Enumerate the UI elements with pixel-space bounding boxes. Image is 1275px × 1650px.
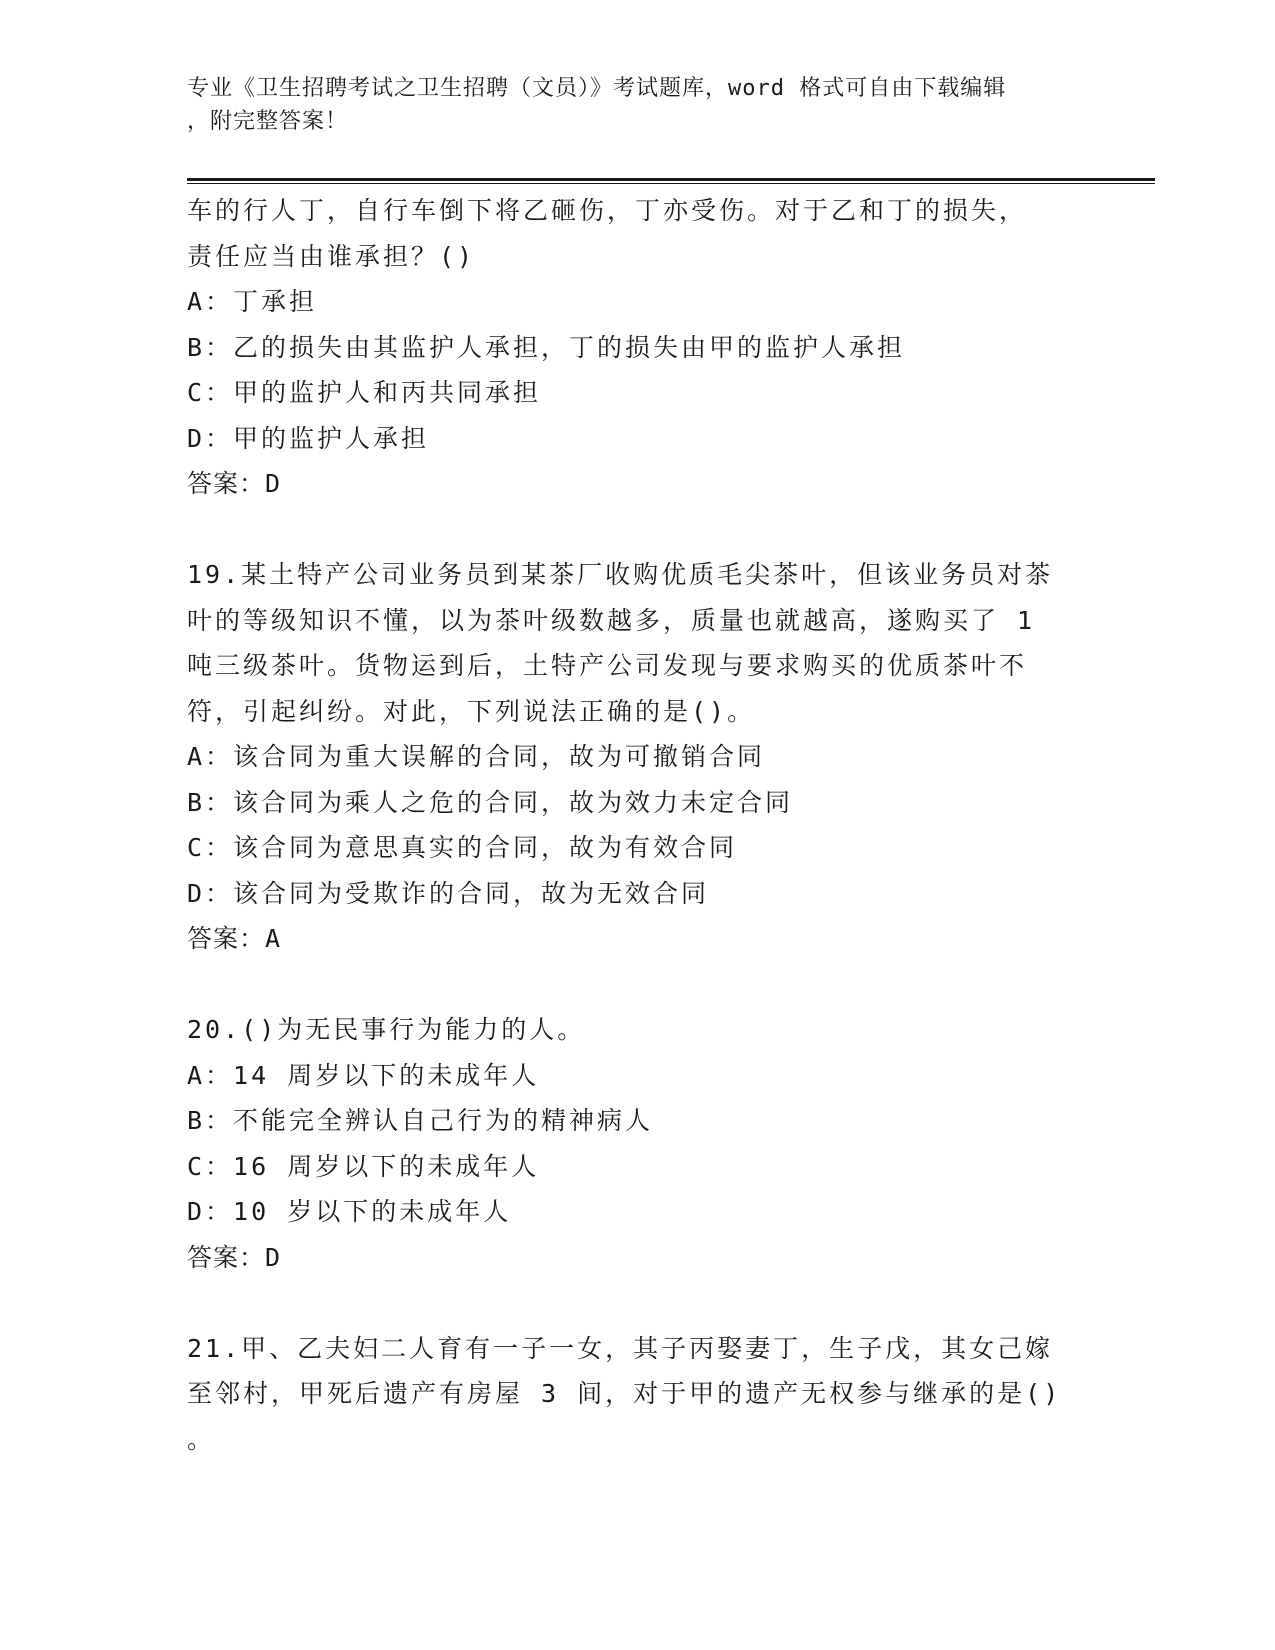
page-header <box>187 72 1087 138</box>
answer-line: 答案：D <box>187 469 282 498</box>
question-stem-line: 19.某土特产公司业务员到某茶厂收购优质毛尖茶叶，但该业务员对茶 <box>187 560 1054 589</box>
question-stem-line: 叶的等级知识不懂，以为茶叶级数越多，质量也就越高，遂购买了 1 <box>187 605 1036 635</box>
question-stem-line: 车的行人丁，自行车倒下将乙砸伤，丁亦受伤。对于乙和丁的损失， <box>187 196 1028 225</box>
option-a: A：14 周岁以下的未成年人 <box>187 1060 540 1090</box>
question-stem-line: 20.()为无民事行为能力的人。 <box>187 1015 586 1044</box>
option-a: A：该合同为重大误解的合同，故为可撤销合同 <box>187 742 766 771</box>
option-b: B：不能完全辨认自己行为的精神病人 <box>187 1106 654 1135</box>
option-d: D：甲的监护人承担 <box>187 423 430 453</box>
question-stem-line: 吨三级茶叶。货物运到后，土特产公司发现与要求购买的优质茶叶不 <box>187 651 1028 680</box>
option-c: C：16 周岁以下的未成年人 <box>187 1151 540 1181</box>
option-d: D：该合同为受欺诈的合同，故为无效合同 <box>187 878 710 908</box>
question-stem-line: 至邻村，甲死后遗产有房屋 3 间，对于甲的遗产无权参与继承的是() <box>187 1379 1062 1408</box>
header-line-1: 专业《卫生招聘考试之卫生招聘（文员）》考试题库，word 格式可自由下载编辑 <box>187 76 1007 101</box>
question-spacer <box>187 507 1087 553</box>
question-stem-line: 符，引起纠纷。对此，下列说法正确的是()。 <box>187 696 756 726</box>
question-spacer <box>187 962 1087 1008</box>
option-b: B：该合同为乘人之危的合同，故为效力未定合同 <box>187 787 794 817</box>
option-c: C：甲的监护人和丙共同承担 <box>187 378 542 407</box>
question-18 <box>187 188 1087 507</box>
option-c: C：该合同为意思真实的合同，故为有效合同 <box>187 833 738 862</box>
header-divider-thin <box>187 183 1155 184</box>
option-d: D：10 岁以下的未成年人 <box>187 1197 512 1226</box>
question-stem-line: 。 <box>187 1424 216 1454</box>
question-stem-line: 责任应当由谁承担？() <box>187 241 476 271</box>
question-20 <box>187 1007 1087 1280</box>
question-stem-line: 21.甲、乙夫妇二人育有一子一女，其子丙娶妻丁，生子戊，其女己嫁 <box>187 1333 1054 1363</box>
question-19 <box>187 552 1087 962</box>
question-content <box>187 188 1087 1462</box>
answer-line: 答案：D <box>187 1242 282 1272</box>
header-divider-thick <box>187 178 1155 181</box>
header-line-2: ，附完整答案！ <box>187 109 349 134</box>
question-spacer <box>187 1280 1087 1326</box>
option-b: B：乙的损失由其监护人承担，丁的损失由甲的监护人承担 <box>187 332 906 362</box>
option-a: A：丁承担 <box>187 287 318 316</box>
question-21 <box>187 1326 1087 1463</box>
answer-line: 答案：A <box>187 924 282 953</box>
